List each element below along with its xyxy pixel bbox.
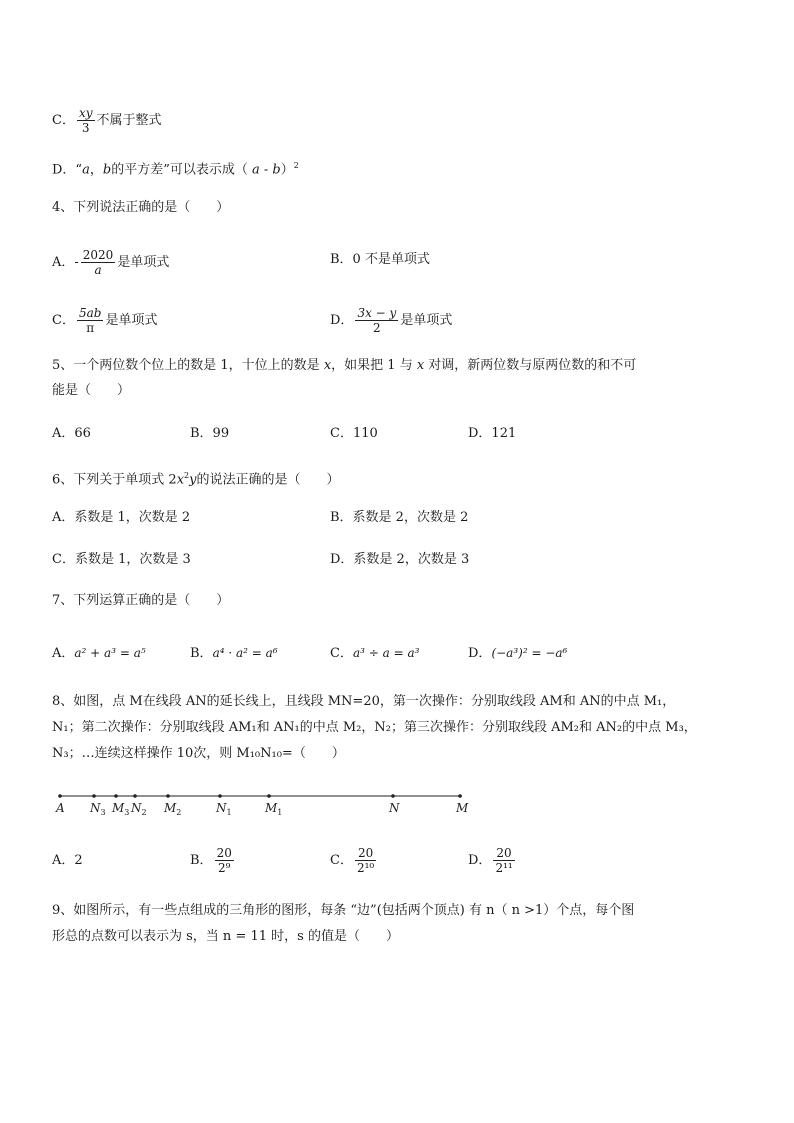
option-d-prev: D．“a，b的平方差”可以表示成（ a - b）$^2$ — [52, 161, 299, 178]
q8-option-a: A．2 — [52, 853, 83, 868]
q4-option-b: B．0 不是单项式 — [330, 252, 430, 267]
q5-option-c: C．110 — [330, 426, 378, 441]
q6-option-d: D．系数是 2，次数是 3 — [330, 552, 470, 567]
q4-option-d: D． $\frac{3x - y}{2}$ 是单项式 — [330, 306, 453, 335]
point-label-m3: $M_3$ — [112, 801, 130, 817]
point-label-n2: $N_2$ — [131, 801, 147, 817]
point-m2 — [166, 794, 170, 798]
q5-option-b: B．99 — [190, 426, 230, 441]
point-m1 — [267, 794, 271, 798]
question-5-stem-line2: 能是（ ） — [52, 383, 131, 398]
point-m — [458, 794, 462, 798]
fraction-5ab-over-pi: $\frac{5ab}{\pi}$ — [78, 306, 102, 335]
q4-option-a: A．- $\frac{2020}{a}$ 是单项式 — [52, 248, 170, 277]
point-label-a: A — [56, 801, 65, 815]
segment-figure — [50, 788, 480, 820]
point-n2 — [133, 794, 137, 798]
q7-option-a: A．a² + a³ = a⁵ — [52, 646, 146, 661]
q6-option-c: C．系数是 1，次数是 3 — [52, 552, 191, 567]
question-9-stem-line2: 形总的点数可以表示为 s，当 n = 11 时，s 的值是（ ） — [52, 929, 399, 944]
point-label-m: M — [456, 801, 469, 815]
fraction-xy-over-3: $\frac{xy}{3}$ — [78, 106, 93, 135]
fraction-2020-over-a: $\frac{2020}{a}$ — [82, 248, 114, 277]
q6-option-a: A．系数是 1，次数是 2 — [52, 510, 191, 525]
option-label: C． — [52, 113, 75, 128]
q7-option-d: D．(−a³)² = −a⁶ — [468, 646, 568, 661]
q6-option-b: B．系数是 2，次数是 2 — [330, 510, 469, 525]
question-8-stem-line1: 8、如图，点 M在线段 AN的延长线上，且线段 MN=20，第一次操作：分别取线段 AM和 AN的中点 M₁， — [52, 694, 676, 709]
fraction-3x-y-over-2: $\frac{3x - y}{2}$ — [357, 306, 397, 335]
point-label-m2: $M_2$ — [164, 801, 182, 817]
point-a — [58, 794, 62, 798]
question-4-stem: 4、下列说法正确的是（ ） — [52, 200, 230, 215]
point-n3 — [92, 794, 96, 798]
q5-option-a: A．66 — [52, 426, 91, 441]
q7-option-b: B．a⁴ · a² = a⁶ — [190, 646, 278, 661]
point-n — [391, 794, 395, 798]
point-label-m1: $M_1$ — [265, 801, 283, 817]
q8-option-b: B． $\frac{20}{\text{2⁹}}$ — [190, 846, 232, 875]
point-m3 — [114, 794, 118, 798]
point-label-n1: $N_1$ — [216, 801, 232, 817]
question-5-stem-line1: 5、一个两位数个位上的数是 1，十位上的数是 x，如果把 1 与 x 对调，新两位数与原两位数的和不可 — [52, 358, 637, 373]
fraction-20-over-2-10: $\frac{20}{\text{2¹⁰}}$ — [356, 846, 375, 875]
question-9-stem-line1: 9、如图所示，有一些点组成的三角形的图形，每条 “边”(包括两个顶点) 有 n（ n >1）个点，每个图 — [52, 903, 635, 918]
question-7-stem: 7、下列运算正确的是（ ） — [52, 593, 230, 608]
q7-option-c: C．a³ ÷ a = a³ — [330, 646, 420, 661]
q5-option-d: D．121 — [468, 426, 517, 441]
q8-option-d: D． $\frac{20}{\text{2¹¹}}$ — [468, 846, 513, 875]
fraction-20-over-2-9: $\frac{20}{\text{2⁹}}$ — [216, 846, 232, 875]
question-8-stem-line2: N₁；第二次操作：分别取线段 AM₁和 AN₁的中点 M₂，N₂；第三次操作：分别取线段 AM₂和 AN₂的中点 M₃， — [52, 720, 697, 735]
point-label-n3: $N_3$ — [90, 801, 106, 817]
option-c-prev — [52, 106, 162, 135]
option-text: 不属于整式 — [96, 113, 162, 128]
point-label-n: N — [389, 801, 400, 815]
q8-option-c: C． $\frac{20}{\text{2¹⁰}}$ — [330, 846, 375, 875]
fraction-20-over-2-11: $\frac{20}{\text{2¹¹}}$ — [495, 846, 513, 875]
q4-option-c: C． $\frac{5ab}{\pi}$ 是单项式 — [52, 306, 158, 335]
point-n1 — [218, 794, 222, 798]
question-6-stem: 6、下列关于单项式 $2x^2y$的说法正确的是（ ） — [52, 471, 340, 488]
question-8-stem-line3: N₃；…连续这样操作 10次，则 M₁₀N₁₀=（ ） — [52, 746, 345, 761]
